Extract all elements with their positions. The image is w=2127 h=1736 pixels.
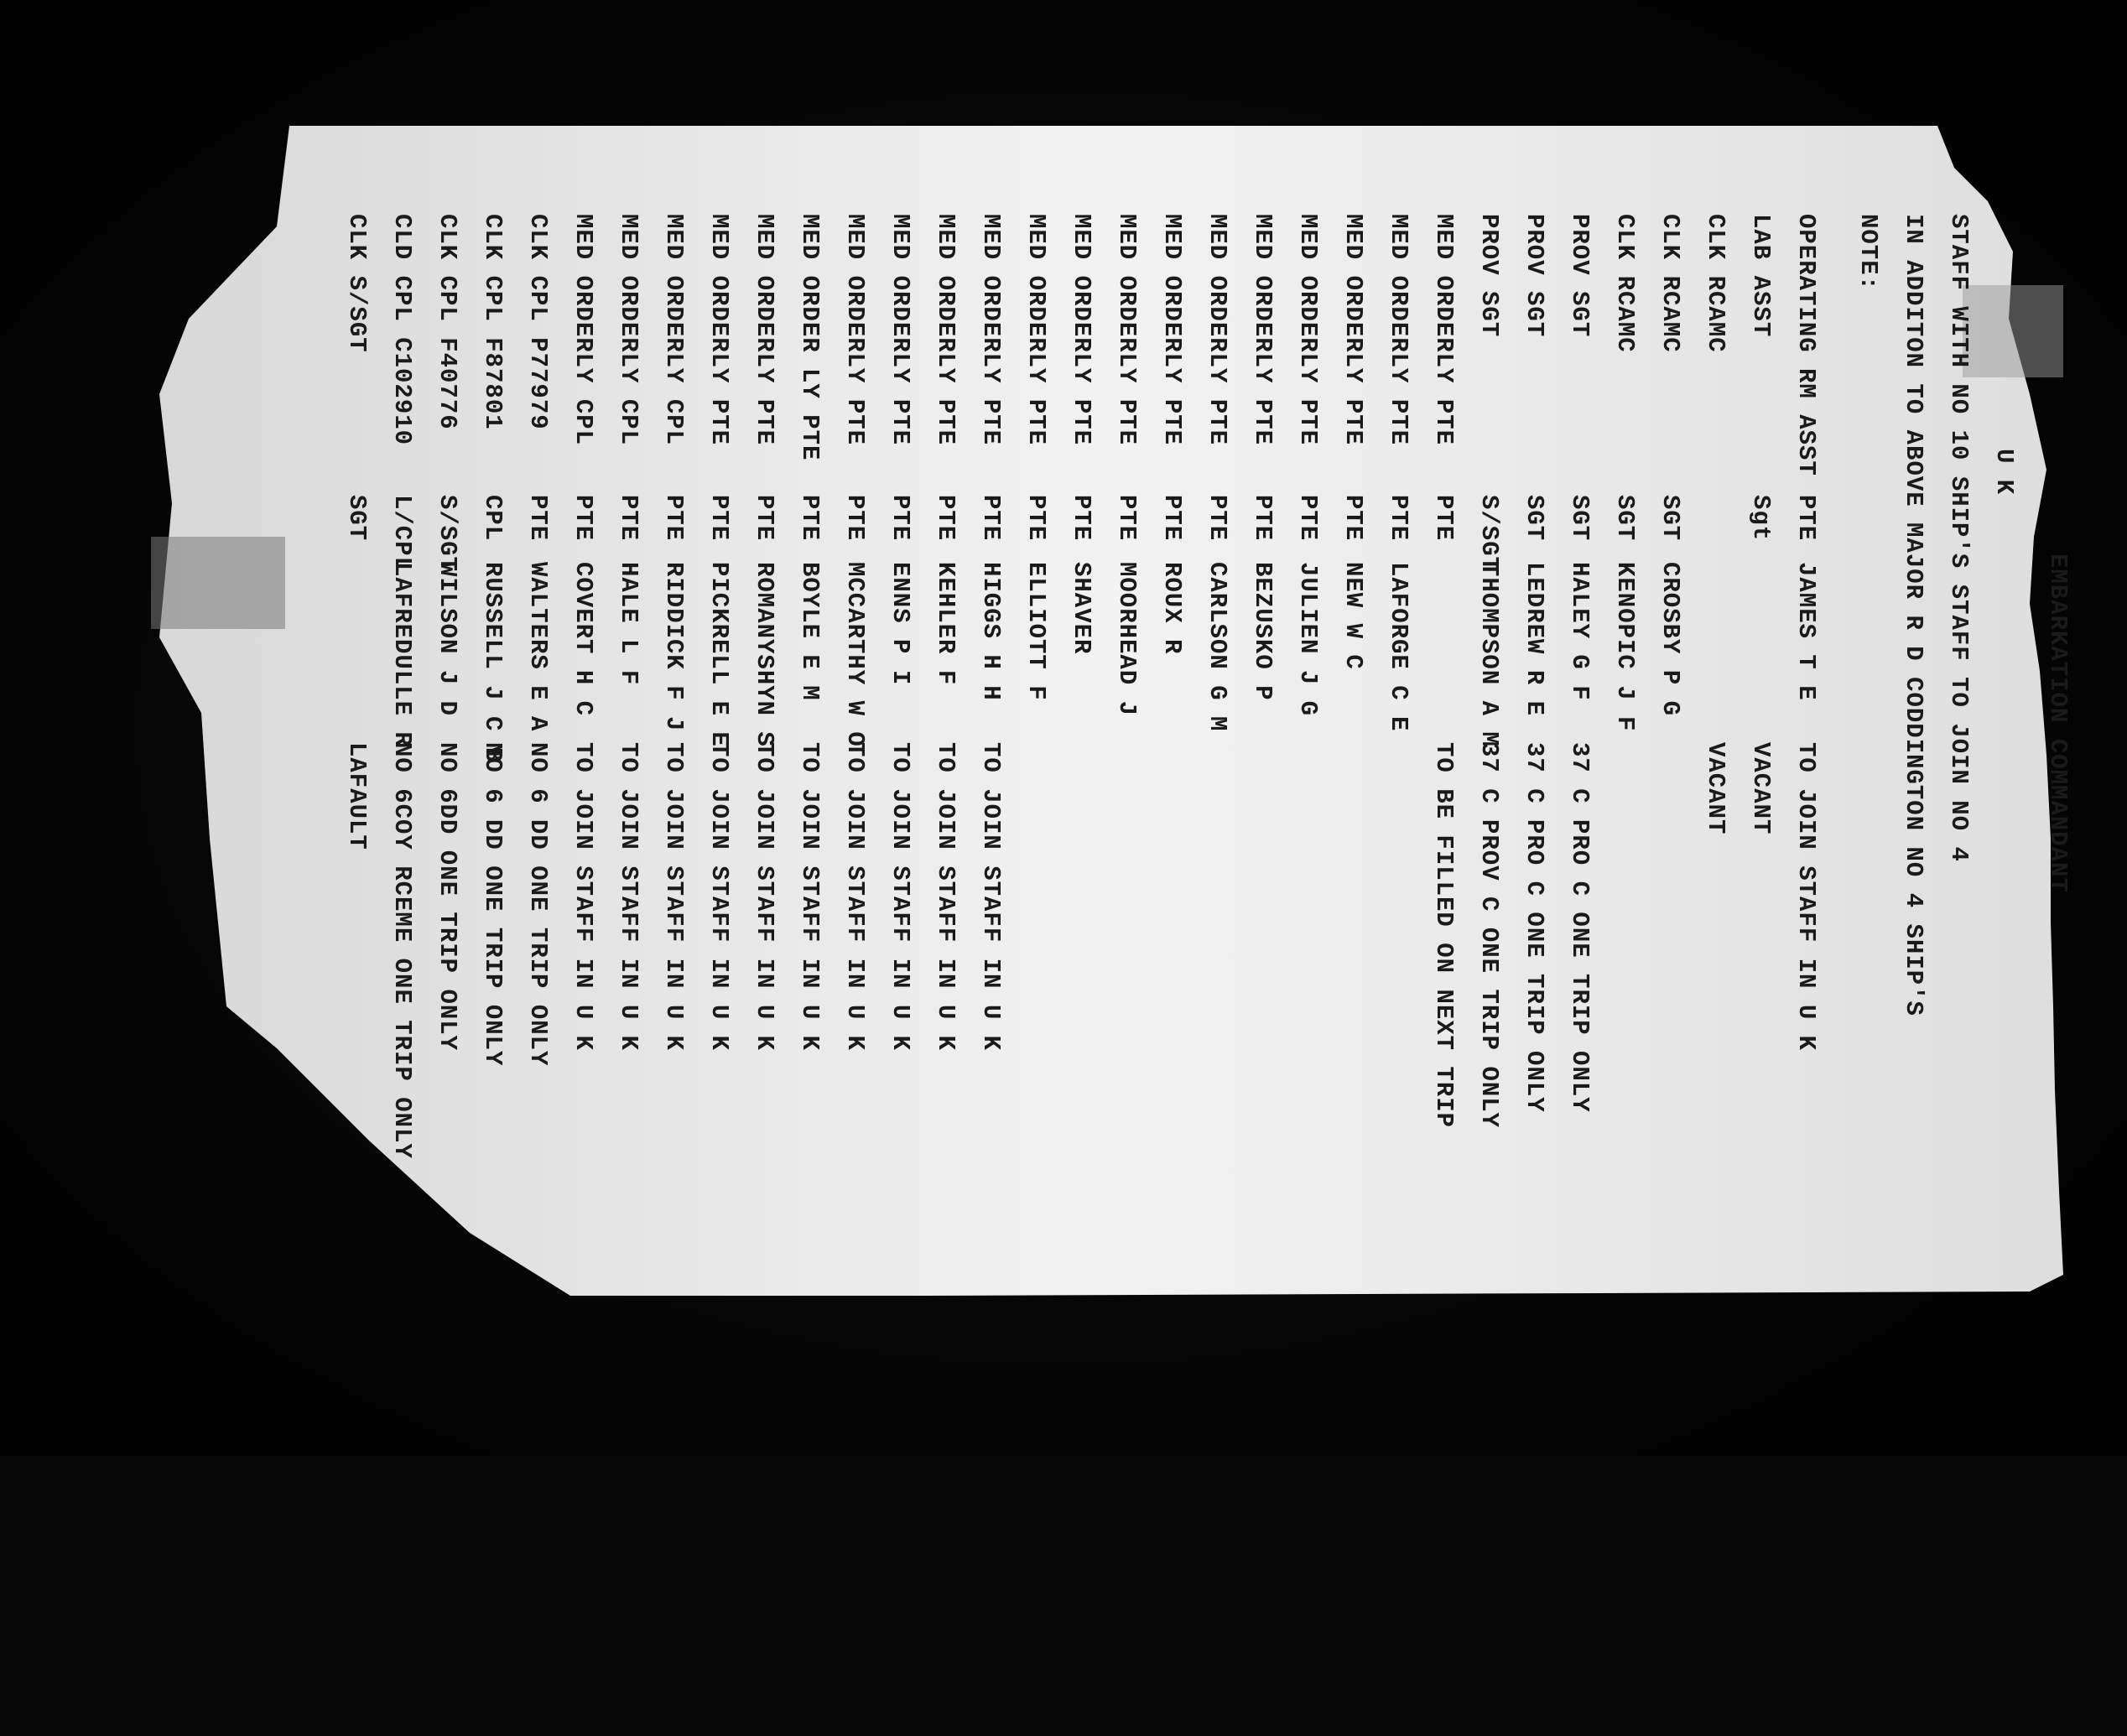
rank-cell: PTE bbox=[887, 495, 914, 542]
rank-cell: S/SGT bbox=[434, 495, 461, 573]
name-cell: HALEY G F bbox=[1566, 562, 1594, 701]
remark-cell: NO 6 DD ONE TRIP ONLY bbox=[479, 742, 507, 1067]
appointment-cell: MED ORDERLY PTE bbox=[751, 214, 778, 446]
rank-cell: PTE bbox=[932, 495, 959, 542]
appointment-cell: MED ORDERLY CPL bbox=[615, 214, 642, 446]
rank-cell: PTE bbox=[1339, 495, 1367, 542]
appointment-cell: MED ORDERLY PTE bbox=[705, 214, 733, 446]
rank-cell: S/SGT bbox=[1475, 495, 1503, 573]
remark-cell: TO JOIN STAFF IN U K bbox=[705, 742, 733, 1052]
appointment-cell: MED ORDERLY PTE bbox=[841, 214, 869, 446]
rank-cell: PTE bbox=[569, 495, 597, 542]
name-cell: KENOPIC J F bbox=[1611, 562, 1639, 732]
rank-cell: Sgt bbox=[1747, 495, 1775, 542]
rank-cell: PTE bbox=[841, 495, 869, 542]
table-row bbox=[879, 126, 921, 1308]
name-cell: JULIEN J G bbox=[1294, 562, 1322, 717]
appointment-cell: MED ORDERLY CPL bbox=[660, 214, 688, 446]
name-cell: RIDDICK F J bbox=[660, 562, 688, 732]
table-row bbox=[653, 126, 694, 1308]
appointment-cell: MED ORDERLY PTE bbox=[1249, 214, 1277, 446]
remark-cell: TO JOIN STAFF IN U K bbox=[796, 742, 824, 1052]
appointment-cell: CLK CPL F40776 bbox=[434, 214, 461, 430]
name-cell: MCCARTHY W O bbox=[841, 562, 869, 747]
remark-cell: VACANT bbox=[1702, 742, 1729, 835]
name-cell: MOORHEAD J bbox=[1113, 562, 1141, 717]
table-row bbox=[1468, 126, 1510, 1308]
remark-cell: NO 6 DD ONE TRIP ONLY bbox=[524, 742, 552, 1067]
appointment-cell: CLK S/SGT bbox=[343, 214, 371, 353]
appointment-cell: PROV SGT bbox=[1475, 214, 1503, 338]
table-row bbox=[1241, 126, 1283, 1308]
rank-cell: PTE bbox=[1022, 495, 1050, 542]
rank-cell: SGT bbox=[1521, 495, 1548, 542]
appointment-cell: MED ORDERLY PTE bbox=[1385, 214, 1412, 446]
remark-cell: LAFAULT bbox=[343, 742, 371, 850]
name-cell: SHAVER bbox=[1068, 562, 1095, 655]
appointment-cell: CLK CPL F87801 bbox=[479, 214, 507, 430]
rank-cell: SGT bbox=[1566, 495, 1594, 542]
rank-cell: PTE bbox=[615, 495, 642, 542]
table-row bbox=[1604, 126, 1646, 1308]
name-cell: ROMANYSHYN S bbox=[751, 562, 778, 747]
name-cell: CROSBY P G bbox=[1656, 562, 1684, 717]
note-line: STAFF WITH NO 10 SHIP'S STAFF TO JOIN NO 4 bbox=[1945, 214, 1973, 862]
remark-cell: 37 C PRO C ONE TRIP ONLY bbox=[1566, 742, 1594, 1113]
remark-cell: NO 6DD ONE TRIP ONLY bbox=[434, 742, 461, 1052]
table-row bbox=[1422, 126, 1464, 1308]
table-row bbox=[1332, 126, 1374, 1308]
rank-cell: SGT bbox=[1656, 495, 1684, 542]
table-row bbox=[1060, 126, 1102, 1308]
remark-cell: TO JOIN STAFF IN U K bbox=[977, 742, 1005, 1052]
note-line: IN ADDITON TO ABOVE MAJOR R D CODDINGTON NO 4 SHIP'S bbox=[1900, 214, 1927, 1016]
table-row bbox=[607, 126, 649, 1308]
name-cell: HIGGS H H bbox=[977, 562, 1005, 701]
appointment-cell: MED ORDER LY PTE bbox=[796, 214, 824, 461]
name-cell: HALE L F bbox=[615, 562, 642, 686]
name-cell: KEHLER F bbox=[932, 562, 959, 686]
table-row bbox=[1151, 126, 1193, 1308]
table-row bbox=[471, 126, 513, 1308]
table-row bbox=[562, 126, 604, 1308]
name-cell: ROUX R bbox=[1158, 562, 1186, 655]
name-cell: LEDREW R E bbox=[1521, 562, 1548, 717]
table-row bbox=[381, 126, 423, 1308]
appointment-cell: MED ORDERLY PTE bbox=[887, 214, 914, 446]
table-row bbox=[1558, 126, 1600, 1308]
table-row bbox=[1287, 126, 1329, 1308]
name-cell: ELLIOTT F bbox=[1022, 562, 1050, 701]
table-row bbox=[1015, 126, 1057, 1308]
appointment-cell: MED ORDERLY PTE bbox=[1158, 214, 1186, 446]
appointment-cell: LAB ASST bbox=[1747, 214, 1775, 338]
appointment-cell: MED ORDERLY CPL bbox=[569, 214, 597, 446]
name-cell: PICKRELL E E bbox=[705, 562, 733, 747]
remark-cell: TO JOIN STAFF IN U K bbox=[615, 742, 642, 1052]
appointment-cell: MED ORDERLY PTE bbox=[1294, 214, 1322, 446]
appointment-cell: CLD CPL C102910 bbox=[388, 214, 416, 446]
rank-cell: L/CPL bbox=[388, 495, 416, 573]
name-cell: THOMPSON A M bbox=[1475, 562, 1503, 747]
remark-cell: TO JOIN STAFF IN U K bbox=[887, 742, 914, 1052]
note-line: U K bbox=[1990, 449, 2018, 496]
rank-cell: PTE bbox=[1249, 495, 1277, 542]
name-cell: COVERT H C bbox=[569, 562, 597, 717]
rank-cell: PTE bbox=[1068, 495, 1095, 542]
table-row bbox=[1196, 126, 1238, 1308]
table-row bbox=[970, 126, 1011, 1308]
appointment-cell: MED ORDERLY PTE bbox=[1204, 214, 1231, 446]
remark-cell: NO 6COY RCEME ONE TRIP ONLY bbox=[388, 742, 416, 1159]
rank-cell: PTE bbox=[1294, 495, 1322, 542]
name-cell: CARLSON G M bbox=[1204, 562, 1231, 732]
rank-cell: PTE bbox=[1113, 495, 1141, 542]
table-row bbox=[1694, 126, 1736, 1308]
appointment-cell: MED ORDERLY PTE bbox=[932, 214, 959, 446]
rank-cell: SGT bbox=[343, 495, 371, 542]
rank-cell: PTE bbox=[1430, 495, 1458, 542]
appointment-cell: MED ORDERLY PTE bbox=[1022, 214, 1050, 446]
remark-cell: TO BE FILLED ON NEXT TRIP bbox=[1430, 742, 1458, 1129]
appointment-cell: MED ORDERLY PTE bbox=[1113, 214, 1141, 446]
rank-cell: CPL bbox=[479, 495, 507, 542]
table-row bbox=[335, 126, 377, 1308]
remark-cell: TO JOIN STAFF IN U K bbox=[660, 742, 688, 1052]
rank-cell: PTE bbox=[751, 495, 778, 542]
table-row bbox=[1377, 126, 1419, 1308]
rank-cell: SGT bbox=[1611, 495, 1639, 542]
name-cell: JAMES T E bbox=[1792, 562, 1820, 701]
appointment-cell: MED ORDERLY PTE bbox=[1068, 214, 1095, 446]
appointment-cell: CLK RCAMC bbox=[1611, 214, 1639, 353]
appointment-cell: MED ORDERLY PTE bbox=[1339, 214, 1367, 446]
rank-cell: PTE bbox=[796, 495, 824, 542]
rotated-staff-list bbox=[285, 126, 2072, 1308]
note-label: NOTE: bbox=[1854, 214, 1882, 292]
table-row bbox=[517, 126, 559, 1308]
remark-cell: TO JOIN STAFF IN U K bbox=[1792, 742, 1820, 1052]
name-cell: WALTERS E A bbox=[524, 562, 552, 732]
remark-cell: VACANT bbox=[1747, 742, 1775, 835]
rank-cell: PTE bbox=[977, 495, 1005, 542]
appointment-cell: MED ORDERLY PTE bbox=[1430, 214, 1458, 446]
name-cell: LAFREDULLE R bbox=[388, 562, 416, 747]
name-cell: NEW W C bbox=[1339, 562, 1367, 670]
table-row bbox=[743, 126, 785, 1308]
name-cell: LAFORGE C E bbox=[1385, 562, 1412, 732]
table-row bbox=[788, 126, 830, 1308]
document-page bbox=[285, 126, 2072, 1308]
rank-cell: PTE bbox=[660, 495, 688, 542]
rank-cell: PTE bbox=[524, 495, 552, 542]
rank-cell: PTE bbox=[705, 495, 733, 542]
appointment-cell: CLK CPL P77979 bbox=[524, 214, 552, 430]
appointment-cell: CLK RCAMC bbox=[1702, 214, 1729, 353]
name-cell: WILSON J D bbox=[434, 562, 461, 717]
rank-cell: PTE bbox=[1204, 495, 1231, 542]
remark-cell: TO JOIN STAFF IN U K bbox=[751, 742, 778, 1052]
table-row bbox=[1740, 126, 1781, 1308]
signature-block: EMBARKATION COMMANDANT bbox=[2044, 554, 2072, 893]
table-row bbox=[834, 126, 876, 1308]
rank-cell: PTE bbox=[1792, 495, 1820, 542]
appointment-cell: MED ORDERLY PTE bbox=[977, 214, 1005, 446]
table-row bbox=[1513, 126, 1555, 1308]
appointment-cell: PROV SGT bbox=[1566, 214, 1594, 338]
name-cell: ENNS P I bbox=[887, 562, 914, 686]
table-row bbox=[1649, 126, 1691, 1308]
name-cell: RUSSELL J C B bbox=[479, 562, 507, 763]
remark-cell: 37 C PRO C ONE TRIP ONLY bbox=[1521, 742, 1548, 1113]
remark-cell: TO JOIN STAFF IN U K bbox=[569, 742, 597, 1052]
appointment-cell: CLK RCAMC bbox=[1656, 214, 1684, 353]
remark-cell: 37 C PROV C ONE TRIP ONLY bbox=[1475, 742, 1503, 1129]
table-row bbox=[426, 126, 468, 1308]
name-cell: BOYLE E M bbox=[796, 562, 824, 701]
name-cell: BEZUSKO P bbox=[1249, 562, 1277, 701]
remark-cell: TO JOIN STAFF IN U K bbox=[841, 742, 869, 1052]
appointment-cell: PROV SGT bbox=[1521, 214, 1548, 338]
rank-cell: PTE bbox=[1158, 495, 1186, 542]
remark-cell: TO JOIN STAFF IN U K bbox=[932, 742, 959, 1052]
appointment-cell: OPERATING RM ASST bbox=[1792, 214, 1820, 476]
table-row bbox=[1105, 126, 1147, 1308]
table-row bbox=[698, 126, 740, 1308]
rank-cell: PTE bbox=[1385, 495, 1412, 542]
table-row bbox=[1785, 126, 1827, 1308]
table-row bbox=[924, 126, 966, 1308]
